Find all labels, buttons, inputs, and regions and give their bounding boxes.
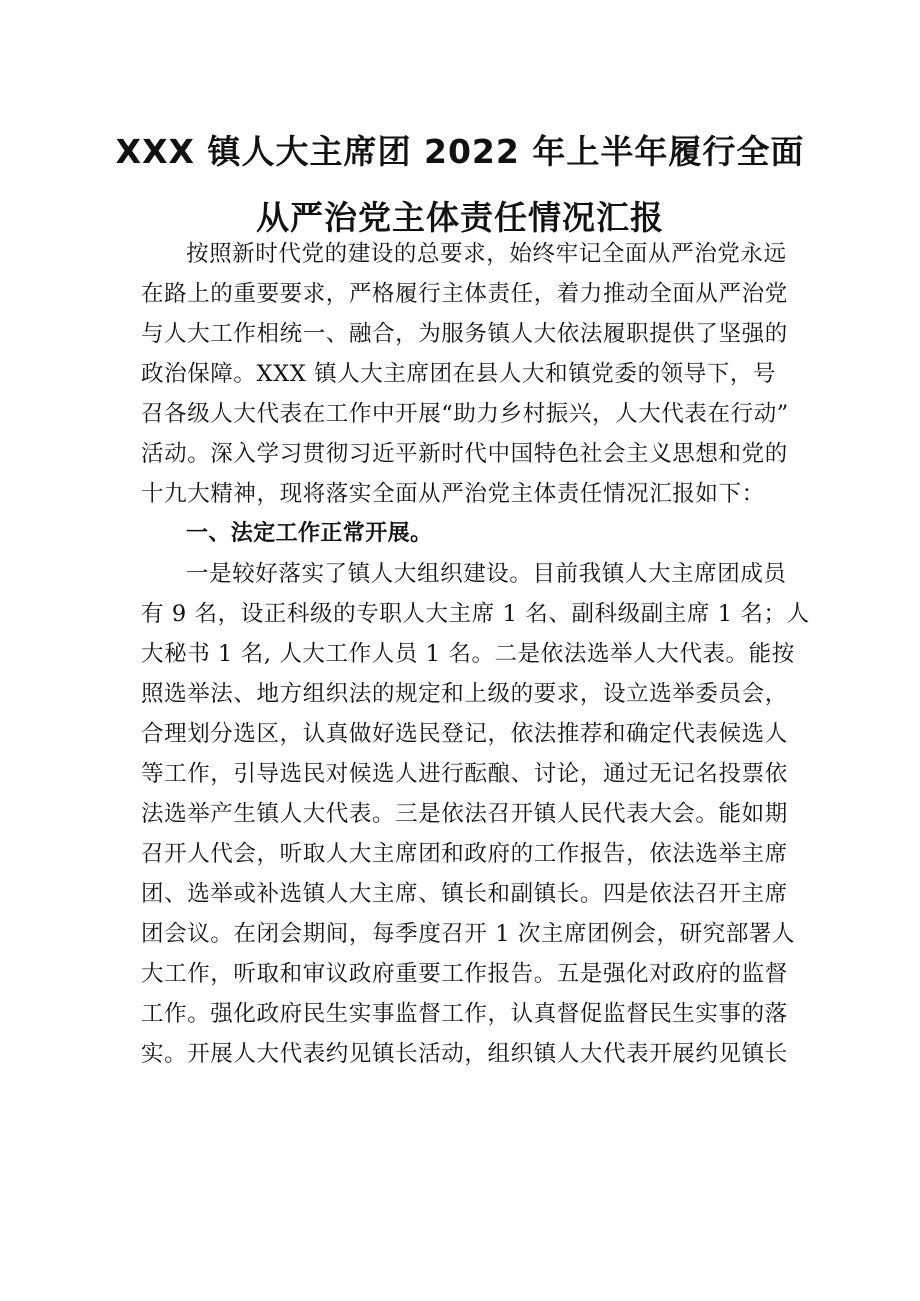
text-line: 法选举产生镇人大代表。三是依法召开镇人民代表大会。能如期 <box>141 801 788 827</box>
intro-paragraph <box>141 234 791 514</box>
text-line: 十九大精神，现将落实全面从严治党主体责任情况汇报如下： <box>141 481 765 507</box>
document-body <box>141 234 810 1074</box>
text-line: 工作。强化政府民生实事监督工作，认真督促监督民生实事的落 <box>141 1001 788 1027</box>
text-line: 按照新时代党的建设的总要求，始终牢记全面从严治党永远 <box>186 241 787 267</box>
document-title-line-2: 从严治党主体责任情况汇报 <box>256 198 664 237</box>
text-line: 团会议。在闭会期间，每季度召开 1 次主席团例会，研究部署人 <box>141 921 796 947</box>
text-line: 实。开展人大代表约见镇长活动，组织镇人大代表开展约见镇长 <box>141 1041 788 1067</box>
document-title-line-1: XXX 镇人大主席团 2022 年上半年履行全面 <box>115 132 805 171</box>
text-line: 大工作，听取和审议政府重要工作报告。五是强化对政府的监督 <box>141 961 788 987</box>
text-line: 政治保障。XXX 镇人大主席团在县人大和镇党委的领导下，号 <box>141 361 777 387</box>
text-line: 与人大工作相统一、融合，为服务镇人大依法履职提供了坚强的 <box>141 321 788 347</box>
text-line: 在路上的重要要求，严格履行主体责任，着力推动全面从严治党 <box>141 281 788 307</box>
section-heading: 一、法定工作正常开展。 <box>186 521 433 546</box>
text-line: 等工作，引导选民对候选人进行酝酿、讨论，通过无记名投票依 <box>141 761 788 787</box>
text-line: 召开人代会，听取人大主席团和政府的工作报告，依法选举主席 <box>141 841 788 867</box>
text-line: 大秘书 1 名, 人大工作人员 1 名。二是依法选举人大代表。能按 <box>141 641 795 667</box>
text-line: 一是较好落实了镇人大组织建设。目前我镇人大主席团成员 <box>186 561 787 587</box>
text-line: 团、选举或补选镇人大主席、镇长和副镇长。四是依法召开主席 <box>141 881 788 907</box>
text-line: 合理划分选区，认真做好选民登记，依法推荐和确定代表候选人 <box>141 721 788 747</box>
text-line: 有 9 名，设正科级的专职人大主席 1 名、副科级副主席 1 名；人 <box>141 601 810 627</box>
text-line: 召各级人大代表在工作中开展“助力乡村振兴，人大代表在行动” <box>141 401 789 427</box>
section-paragraph <box>141 554 810 1074</box>
text-line: 活动。深入学习贯彻习近平新时代中国特色社会主义思想和党的 <box>141 441 788 467</box>
text-line: 照选举法、地方组织法的规定和上级的要求，设立选举委员会， <box>141 681 788 707</box>
